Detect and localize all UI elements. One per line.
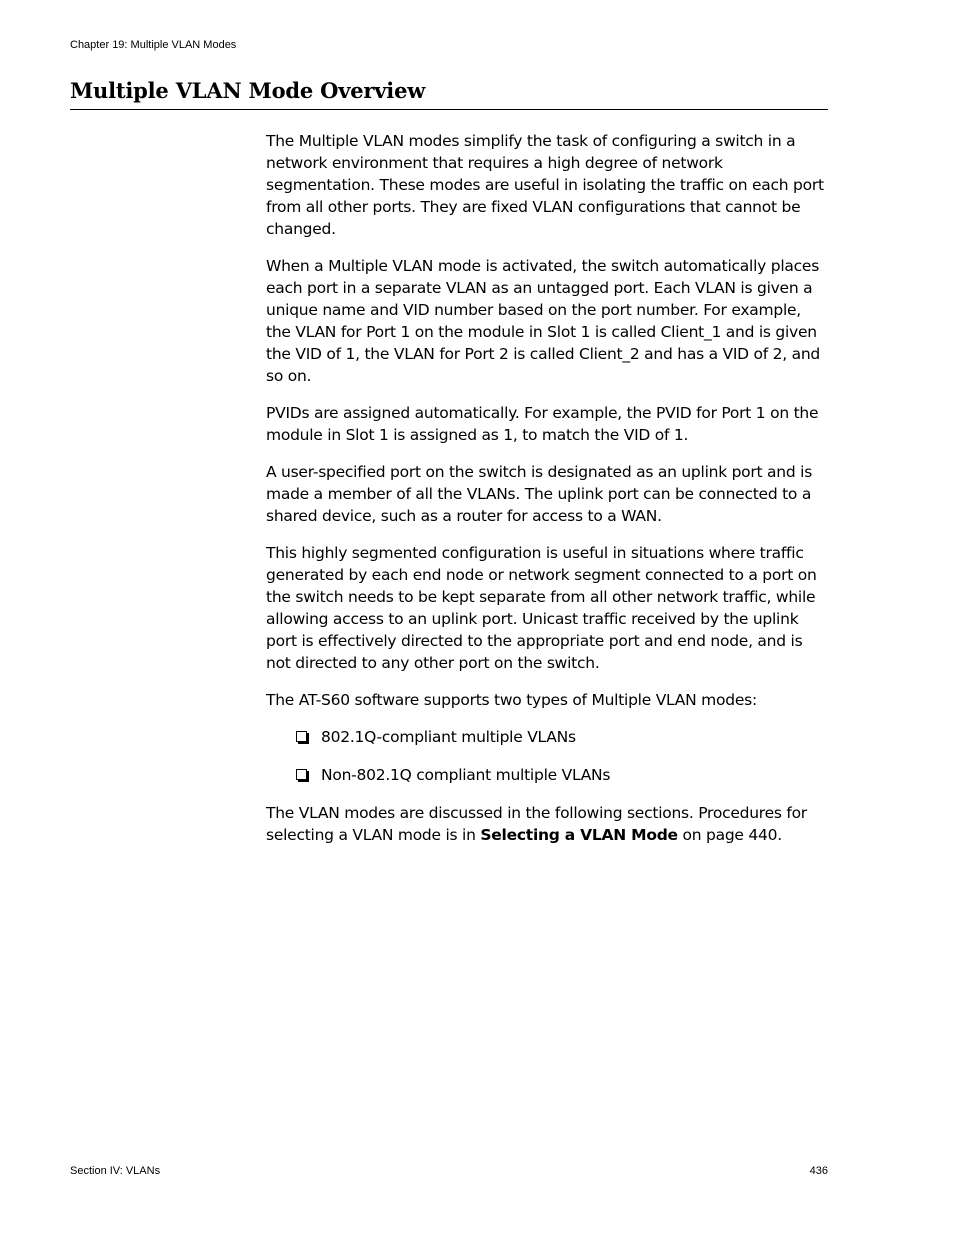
running-header: Chapter 19: Multiple VLAN Modes <box>70 39 237 51</box>
list-item <box>296 764 828 786</box>
paragraph: This highly segmented configuration is useful in situations where traffic generated by each end node or network segment connected to a port on the switch needs to be kept separate from all other network traffic, while allowing access to an uplink port. Unicast traffic received by the uplink port is effectively directed to the appropriate port and end node, and is not directed to any other port on the switch. <box>266 544 817 672</box>
paragraph: When a Multiple VLAN mode is activated, the switch automatically places each port in a separate VLAN as an untagged port. Each VLAN is given a unique name and VID number based on the port number. For example, the VLAN for Port 1 on the module in Slot 1 is called Client_1 and is given the VID of 1, the VLAN for Port 2 is called Client_2 and has a VID of 2, and so on. <box>266 257 821 385</box>
checkbox-bullet-icon <box>296 769 307 780</box>
title-rule <box>70 109 828 110</box>
list-item <box>296 726 828 748</box>
paragraph: PVIDs are assigned automatically. For example, the PVID for Port 1 on the module in Slot 1 is assigned as 1, to match the VID of 1. <box>266 404 819 444</box>
cross-reference-link[interactable]: Selecting a VLAN Mode <box>480 826 678 844</box>
page-number: 436 <box>809 1165 828 1177</box>
body-text <box>266 130 828 861</box>
list-item-text: Non-802.1Q compliant multiple VLANs <box>321 766 611 784</box>
section-title: Multiple VLAN Mode Overview <box>70 78 426 103</box>
list-item-text: 802.1Q-compliant multiple VLANs <box>321 728 576 746</box>
closing-paragraph <box>266 802 828 846</box>
bullet-list <box>266 726 828 786</box>
paragraph: The AT-S60 software supports two types of Multiple VLAN modes: <box>266 691 757 709</box>
footer-section: Section IV: VLANs <box>70 1165 161 1177</box>
closing-text-after: on page 440. <box>677 826 782 844</box>
paragraph: A user-specified port on the switch is designated as an uplink port and is made a member of all the VLANs. The uplink port can be connected to a shared device, such as a router for access to a WAN. <box>266 463 813 525</box>
closing-text-before: The VLAN modes are discussed in the following sections. Procedures for selecting a VLAN mode is in <box>266 804 807 844</box>
checkbox-bullet-icon <box>296 731 307 742</box>
paragraph: The Multiple VLAN modes simplify the task of configuring a switch in a network environment that requires a high degree of network segmentation. These modes are useful in isolating the traffic on each port from all other ports. They are fixed VLAN configurations that cannot be changed. <box>266 132 824 238</box>
